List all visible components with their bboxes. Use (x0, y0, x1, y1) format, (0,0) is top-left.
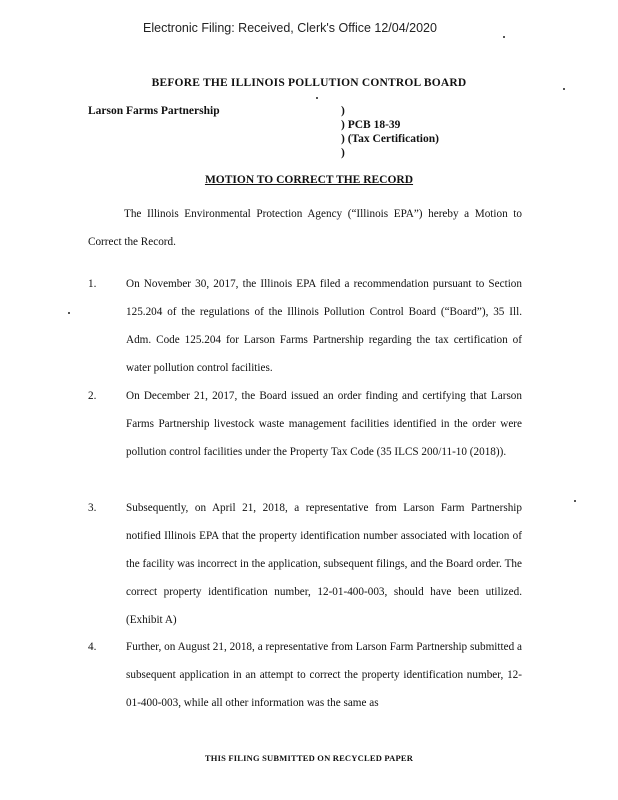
scan-speck (574, 500, 576, 502)
case-caption (341, 104, 439, 160)
motion-title: MOTION TO CORRECT THE RECORD (204, 174, 414, 186)
paragraph-number: 2. (88, 390, 97, 402)
scan-speck (563, 88, 565, 90)
scan-speck (316, 97, 318, 99)
intro-paragraph: The Illinois Environmental Protection Agency (“Illinois EPA”) hereby a Motion to Correct the Record. (88, 208, 522, 248)
caption-line: ) (341, 147, 345, 159)
scan-speck (68, 312, 70, 314)
paragraph-number: 1. (88, 278, 97, 290)
paragraph-text: On December 21, 2017, the Board issued an order finding and certifying that Larson Farms Partnership livestock waste management facilities identified in the order were pollution control facilities under the Property Tax Code (35 ILCS 200/11-10 (2018)). (126, 390, 522, 458)
electronic-filing-stamp: Electronic Filing: Received, Clerk's Office 12/04/2020 (143, 21, 437, 35)
paragraph-number: 3. (88, 502, 97, 514)
paragraph-number: 4. (88, 641, 97, 653)
numbered-paragraph (88, 382, 522, 466)
numbered-paragraph (88, 494, 522, 634)
board-title: BEFORE THE ILLINOIS POLLUTION CONTROL BOARD (151, 77, 467, 89)
paragraph-text: Subsequently, on April 21, 2018, a representative from Larson Farm Partnership notified Illinois EPA that the property identification number associated with location of the facility was incorrect in the application, subsequent filings, and the Board order. The correct property identification number, 12-01-400-003, should have been utilized. (Exhibit A) (126, 502, 522, 626)
caption-case-number: ) PCB 18-39 (341, 119, 401, 131)
caption-case-type: ) (Tax Certification) (341, 133, 439, 145)
petitioner-name: Larson Farms Partnership (88, 105, 220, 117)
recycled-paper-footer: THIS FILING SUBMITTED ON RECYCLED PAPER (204, 753, 414, 763)
caption-line: ) (341, 105, 345, 117)
numbered-paragraph (88, 270, 522, 382)
numbered-paragraph (88, 633, 522, 717)
paragraph-text: Further, on August 21, 2018, a representative from Larson Farm Partnership submitted a subsequent application in an attempt to correct the property identification number, 12-01-400-003, while all other information was the same as (126, 641, 522, 709)
scan-speck (503, 36, 505, 38)
paragraph-text: On November 30, 2017, the Illinois EPA filed a recommendation pursuant to Section 125.204 of the regulations of the Illinois Pollution Control Board (“Board”), 35 Ill. Adm. Code 125.204 for Larson Farms Partnership regarding the tax certification of water pollution control facilities. (126, 278, 522, 374)
